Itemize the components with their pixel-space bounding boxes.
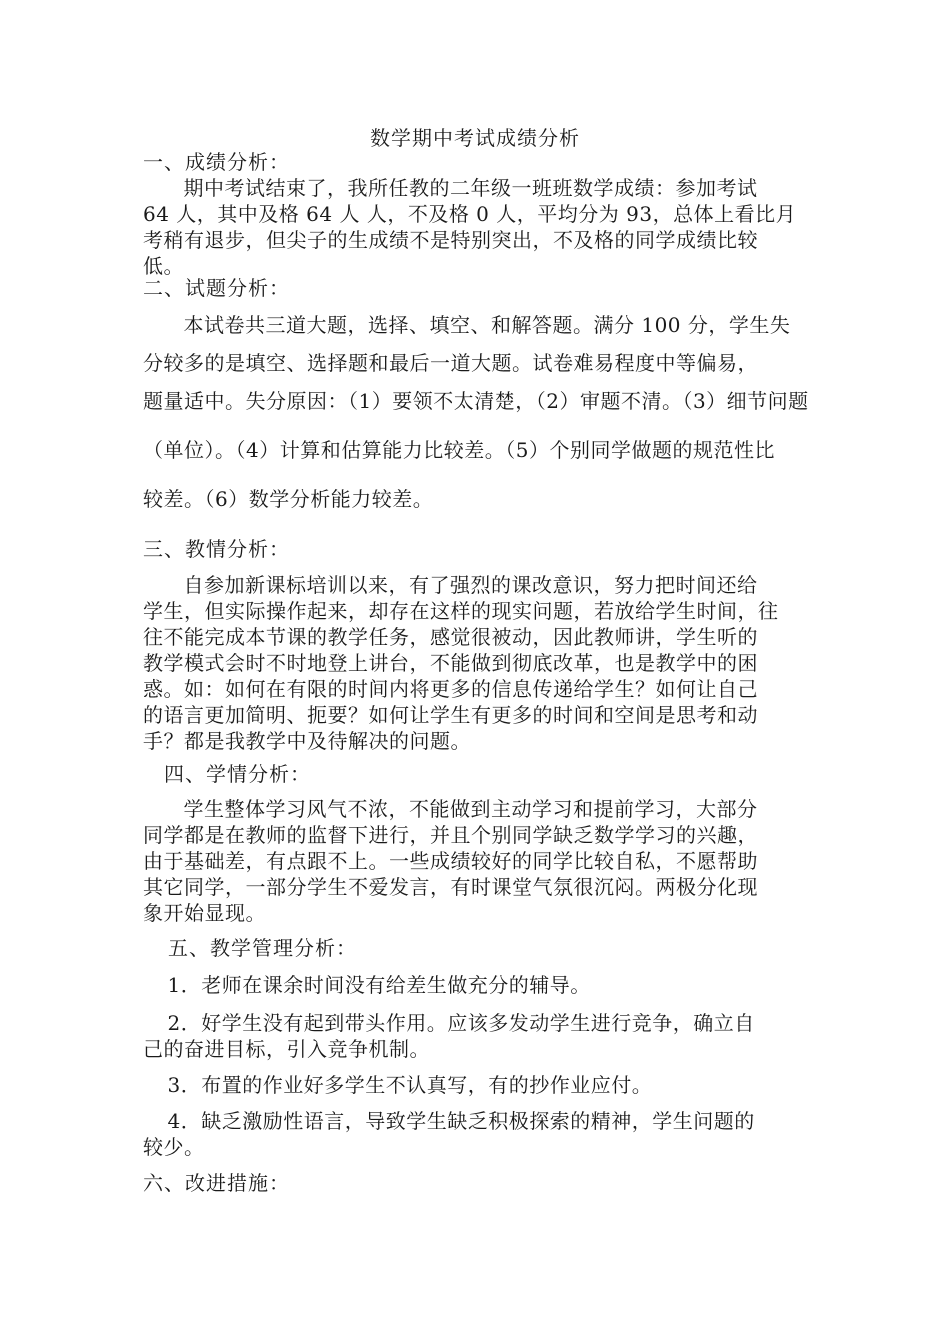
list-item: 3．布置的作业好多学生不认真写，有的抄作业应付。	[147, 1073, 653, 1097]
paragraph-line: 64 人，其中及格 64 人 人，不及格 0 人，平均分为 93，总体上看比月	[143, 202, 797, 226]
paragraph-line: 学生，但实际操作起来，却存在这样的现实问题，若放给学生时间，往	[143, 599, 779, 623]
paragraph-line: 题量适中。失分原因：（1）要领不太清楚，（2）审题不清。（3）细节问题	[143, 389, 809, 413]
paragraph-line: 其它同学，一部分学生不爱发言，有时课堂气氛很沉闷。两极分化现	[143, 875, 758, 899]
paragraph-line: 教学模式会时不时地登上讲台，不能做到彻底改革，也是教学中的困	[143, 651, 758, 675]
section-heading-learning-analysis: 四、学情分析：	[143, 762, 311, 786]
paragraph-line: 较少。	[143, 1135, 205, 1159]
paragraph-line: 自参加新课标培训以来，有了强烈的课改意识，努力把时间还给	[163, 573, 758, 597]
section-heading-improvement-measures: 六、改进措施：	[143, 1171, 290, 1195]
paragraph-line: 期中考试结束了，我所任教的二年级一班班数学成绩：参加考试	[163, 176, 758, 200]
paragraph-line: 象开始显现。	[143, 901, 266, 925]
paragraph-line: 分较多的是填空、选择题和最后一道大题。试卷难易程度中等偏易，	[143, 351, 758, 375]
paragraph-line: 己的奋进目标，引入竞争机制。	[143, 1037, 430, 1061]
section-heading-score-analysis: 一、成绩分析：	[143, 150, 290, 174]
paragraph-line: 的语言更加简明、扼要？如何让学生有更多的时间和空间是思考和动	[143, 703, 758, 727]
paragraph-line: 学生整体学习风气不浓，不能做到主动学习和提前学习，大部分	[163, 797, 758, 821]
list-item: 2．好学生没有起到带头作用。应该多发动学生进行竞争，确立自	[147, 1011, 755, 1035]
paragraph-line: 往不能完成本节课的教学任务，感觉很被动，因此教师讲，学生听的	[143, 625, 758, 649]
paragraph-line: 考稍有退步，但尖子的生成绩不是特别突出，不及格的同学成绩比较	[143, 228, 758, 252]
section-heading-management-analysis: 五、教学管理分析：	[147, 936, 357, 960]
paragraph-line: 低。	[143, 254, 184, 278]
paragraph-line: 本试卷共三道大题，选择、填空、和解答题。满分 100 分，学生失	[163, 313, 791, 337]
paragraph-line: （单位）。（4）计算和估算能力比较差。（5）个别同学做题的规范性比	[143, 438, 775, 462]
paragraph-line: 同学都是在教师的监督下进行，并且个别同学缺乏数学学习的兴趣，	[143, 823, 758, 847]
list-item: 4．缺乏激励性语言，导致学生缺乏积极探索的精神，学生问题的	[147, 1109, 755, 1133]
section-heading-test-analysis: 二、试题分析：	[143, 276, 290, 300]
paragraph-line: 由于基础差，有点跟不上。一些成绩较好的同学比较自私，不愿帮助	[143, 849, 758, 873]
list-item: 1．老师在课余时间没有给差生做充分的辅导。	[147, 973, 591, 997]
document-title: 数学期中考试成绩分析	[370, 126, 580, 150]
paragraph-line: 手？都是我教学中及待解决的问题。	[143, 729, 471, 753]
paragraph-line: 较差。（6）数学分析能力较差。	[143, 487, 434, 511]
section-heading-teaching-analysis: 三、教情分析：	[143, 537, 290, 561]
paragraph-line: 惑。如：如何在有限的时间内将更多的信息传递给学生？如何让自己	[143, 677, 758, 701]
